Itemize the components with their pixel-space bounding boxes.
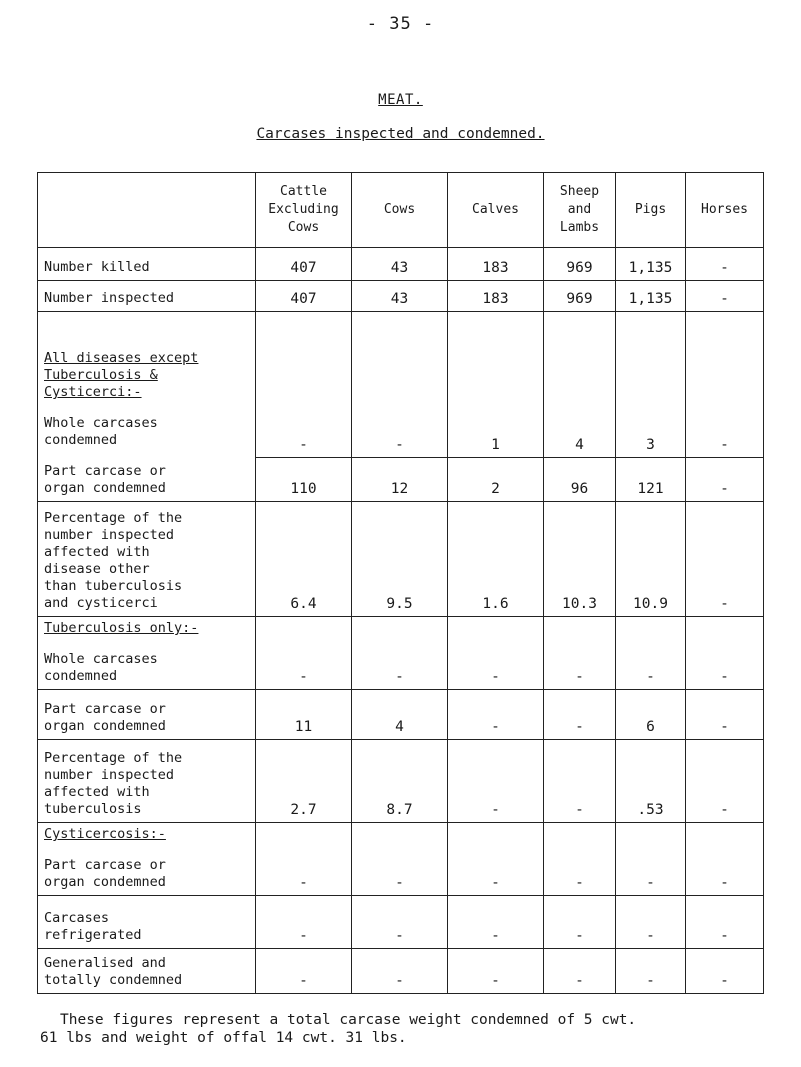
cell: - [352, 312, 448, 458]
cell: - [686, 458, 764, 502]
row-number-inspected [38, 281, 764, 312]
cell: - [686, 281, 764, 312]
row-cyst-generalised [38, 949, 764, 994]
header-calves: Calves [448, 173, 544, 248]
cell: - [686, 502, 764, 617]
row-tb-part [38, 690, 764, 740]
cell: - [686, 823, 764, 896]
cell: - [686, 248, 764, 281]
cell: 4 [352, 690, 448, 740]
label-tb-whole: Tuberculosis only:- Whole carcases condemned [38, 617, 256, 690]
cell: - [616, 823, 686, 896]
row-tb-whole [38, 617, 764, 690]
header-cattle: Cattle Excluding Cows [256, 173, 352, 248]
cell: 183 [448, 248, 544, 281]
cell: - [352, 949, 448, 994]
cell: 3 [616, 312, 686, 458]
cell: - [448, 690, 544, 740]
label-tb-part: Part carcase or organ condemned [38, 690, 256, 740]
cell: - [256, 823, 352, 896]
cell: 11 [256, 690, 352, 740]
cell: 43 [352, 248, 448, 281]
page-number: - 35 - [366, 14, 435, 34]
header-sheep: Sheep and Lambs [544, 173, 616, 248]
cell: - [686, 740, 764, 823]
cell: 969 [544, 248, 616, 281]
row-all-whole [38, 312, 764, 458]
cell: 121 [616, 458, 686, 502]
cell: - [686, 312, 764, 458]
cell: 2.7 [256, 740, 352, 823]
cell: - [544, 896, 616, 949]
cell: - [686, 617, 764, 690]
label-all-percentage: Percentage of the number inspected affected with disease other than tuberculosis and cysticerci [38, 502, 256, 617]
cell: - [686, 896, 764, 949]
cell: 2 [448, 458, 544, 502]
label-tb-percentage: Percentage of the number inspected affected with tuberculosis [38, 740, 256, 823]
cell: 1 [448, 312, 544, 458]
cell: 8.7 [352, 740, 448, 823]
cell: - [544, 823, 616, 896]
subheading: Carcases inspected and condemned. [256, 126, 545, 142]
row-tb-percentage [38, 740, 764, 823]
row-all-percentage [38, 502, 764, 617]
cell: - [256, 896, 352, 949]
label-number-inspected: Number inspected [38, 281, 256, 312]
label-all-diseases: All diseases except Tuberculosis & Cysticerci:- Whole carcases condemned Part carcase or organ condemned [38, 312, 256, 502]
carcase-table [37, 172, 764, 994]
row-cyst-refrigerated [38, 896, 764, 949]
cell: 407 [256, 248, 352, 281]
header-horses: Horses [686, 173, 764, 248]
footer-line-1: These figures represent a total carcase weight condemned of 5 cwt. [60, 1012, 637, 1028]
cell: 9.5 [352, 502, 448, 617]
footer-note [40, 1011, 780, 1047]
cell: 6 [616, 690, 686, 740]
label-number-killed: Number killed [38, 248, 256, 281]
cell: 96 [544, 458, 616, 502]
row-number-killed [38, 248, 764, 281]
header-cows: Cows [352, 173, 448, 248]
cell: 4 [544, 312, 616, 458]
cell: 1,135 [616, 281, 686, 312]
cell: - [686, 690, 764, 740]
cell: 183 [448, 281, 544, 312]
cell: - [616, 949, 686, 994]
cell: - [448, 949, 544, 994]
cell: - [544, 690, 616, 740]
cell: - [448, 823, 544, 896]
cell: 10.3 [544, 502, 616, 617]
label-cyst-refrigerated: Carcases refrigerated [38, 896, 256, 949]
cell: 6.4 [256, 502, 352, 617]
cell: - [448, 740, 544, 823]
cell: 12 [352, 458, 448, 502]
cell: - [544, 740, 616, 823]
cell: 43 [352, 281, 448, 312]
cell: 1.6 [448, 502, 544, 617]
cell: - [256, 312, 352, 458]
cell: 110 [256, 458, 352, 502]
cell: - [544, 949, 616, 994]
cell: - [352, 896, 448, 949]
cell: - [686, 949, 764, 994]
cell: .53 [616, 740, 686, 823]
heading-meat: MEAT. [378, 92, 423, 108]
cell: - [616, 896, 686, 949]
cell: - [256, 617, 352, 690]
cell: - [544, 617, 616, 690]
cell: - [448, 617, 544, 690]
footer-line-2: 61 lbs and weight of offal 14 cwt. 31 lbs. [40, 1030, 407, 1046]
cell: 407 [256, 281, 352, 312]
cell: 1,135 [616, 248, 686, 281]
cell: 969 [544, 281, 616, 312]
label-cyst-part: Cysticercosis:- Part carcase or organ condemned [38, 823, 256, 896]
label-cyst-generalised: Generalised and totally condemned [38, 949, 256, 994]
cell: - [616, 617, 686, 690]
header-pigs: Pigs [616, 173, 686, 248]
cell: - [448, 896, 544, 949]
header-blank [38, 173, 256, 248]
header-row [38, 173, 764, 248]
cell: - [256, 949, 352, 994]
row-cyst-part [38, 823, 764, 896]
cell: - [352, 823, 448, 896]
cell: - [352, 617, 448, 690]
cell: 10.9 [616, 502, 686, 617]
